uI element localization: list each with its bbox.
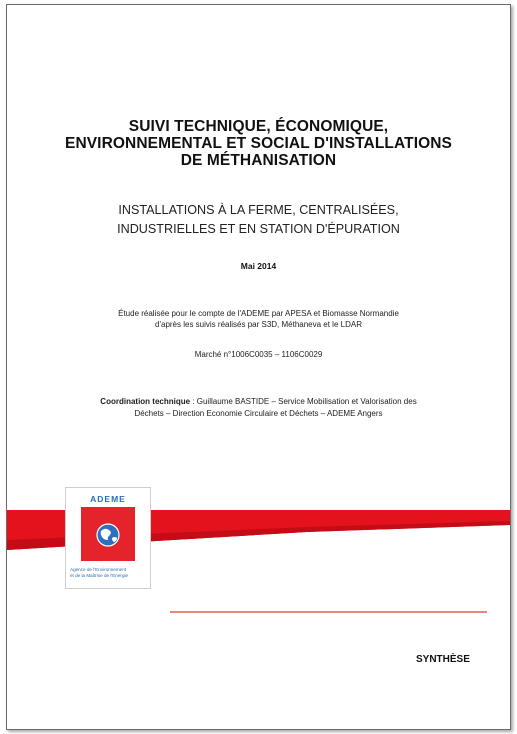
title-line: DE MÉTHANISATION xyxy=(180,152,337,169)
coordination-text: : Guillaume BASTIDE – Service Mobilisation et Valorisation des xyxy=(190,397,417,406)
publication-date: Mai 2014 xyxy=(240,261,277,271)
subtitle-line: INSTALLATIONS À LA FERME, CENTRALISÉES, xyxy=(118,203,399,217)
coordination-line: Déchets – Direction Economie Circulaire et Déchets – ADEME Angers xyxy=(134,409,383,418)
red-swoosh-band xyxy=(7,5,510,729)
logo-tagline-line: Agence de l'Environnement xyxy=(70,567,127,572)
market-reference: Marché n°1006C0035 – 1106C0029 xyxy=(194,350,323,359)
title-line: SUIVI TECHNIQUE, ÉCONOMIQUE, xyxy=(128,118,389,135)
cover-page xyxy=(6,4,511,730)
subtitle-line: INDUSTRIELLES ET EN STATION D'ÉPURATION xyxy=(117,222,400,236)
logo-tagline xyxy=(70,567,146,579)
coordination-label: Coordination technique xyxy=(100,397,191,406)
study-line: Étude réalisée pour le compte de l'ADEME par APESA et Biomasse Normandie xyxy=(118,309,399,318)
globe-icon xyxy=(81,507,135,561)
study-line: d'après les suivis réalisés par S3D, Méthaneva et le LDAR xyxy=(155,320,362,329)
document-type-label: SYNTHÈSE xyxy=(416,654,470,665)
logo-tagline-line: et de la Maîtrise de l'Energie xyxy=(70,573,129,578)
title-line: ENVIRONNEMENTAL ET SOCIAL D'INSTALLATIONS xyxy=(65,135,452,152)
ademe-logo xyxy=(65,487,151,589)
logo-square xyxy=(81,507,135,561)
logo-name: ADEME xyxy=(90,494,126,504)
